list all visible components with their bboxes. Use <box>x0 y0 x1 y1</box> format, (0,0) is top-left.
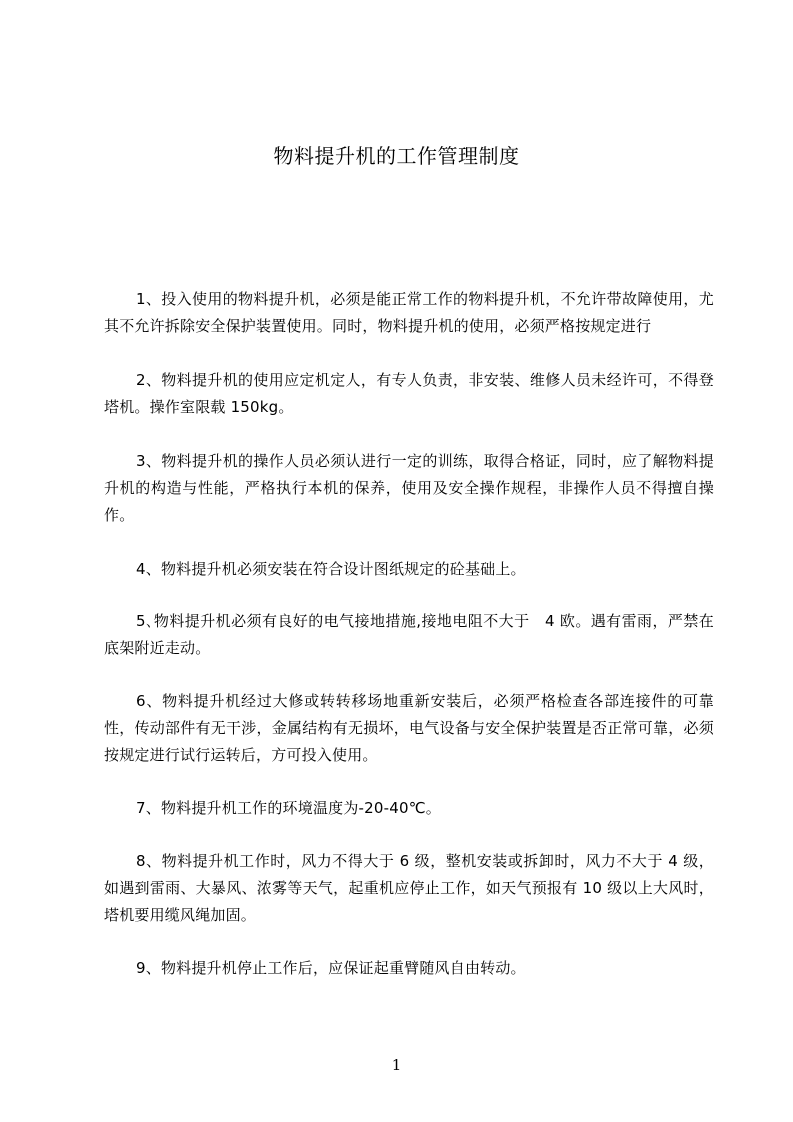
paragraph-2: 2、物料提升机的使用应定机定人，有专人负责，非安装、维修人员未经许可，不得登塔机。操作室限载 150kg。 <box>104 371 714 416</box>
paragraph-7: 7、物料提升机工作的环境温度为-20-40℃。 <box>136 799 441 817</box>
paragraph-6: 6、物料提升机经过大修或转转移场地重新安装后，必须严格检查各部连接件的可靠性，传动部件有无干涉，金属结构有无损坏，电气设备与安全保护装置是否正常可靠，必须按规定进行试行运转后，方可投入使用。 <box>104 692 714 764</box>
paragraph-9: 9、物料提升机停止工作后，应保证起重臂随风自由转动。 <box>136 959 526 977</box>
document-title: 物料提升机的工作管理制度 <box>273 144 520 168</box>
paragraph-3: 3、物料提升机的操作人员必须认进行一定的训练，取得合格证，同时，应了解物料提升机的构造与性能，严格执行本机的保养，使用及安全操作规程，非操作人员不得擅自操作。 <box>104 452 714 524</box>
paragraph-4: 4、物料提升机必须安装在符合设计图纸规定的砼基础上。 <box>136 560 526 578</box>
paragraph-8: 8、物料提升机工作时，风力不得大于 6 级，整机安装或拆卸时，风力不大于 4 级，如遇到雷雨、大暴风、浓雾等天气，起重机应停止工作，如天气预报有 10 级以上大风时，塔机要用缆风绳加固。 <box>104 852 714 924</box>
page-number: 1 <box>391 1056 402 1074</box>
paragraph-5: 5､物料提升机必须有良好的电气接地措施,接地电阻不大于 4 欧。遇有雷雨，严禁在底架附近走动。 <box>104 612 714 657</box>
paragraph-1: 1、投入使用的物料提升机，必须是能正常工作的物料提升机，不允许带故障使用，尤其不允许拆除安全保护装置使用。同时，物料提升机的使用，必须严格按规定进行 <box>104 290 714 335</box>
